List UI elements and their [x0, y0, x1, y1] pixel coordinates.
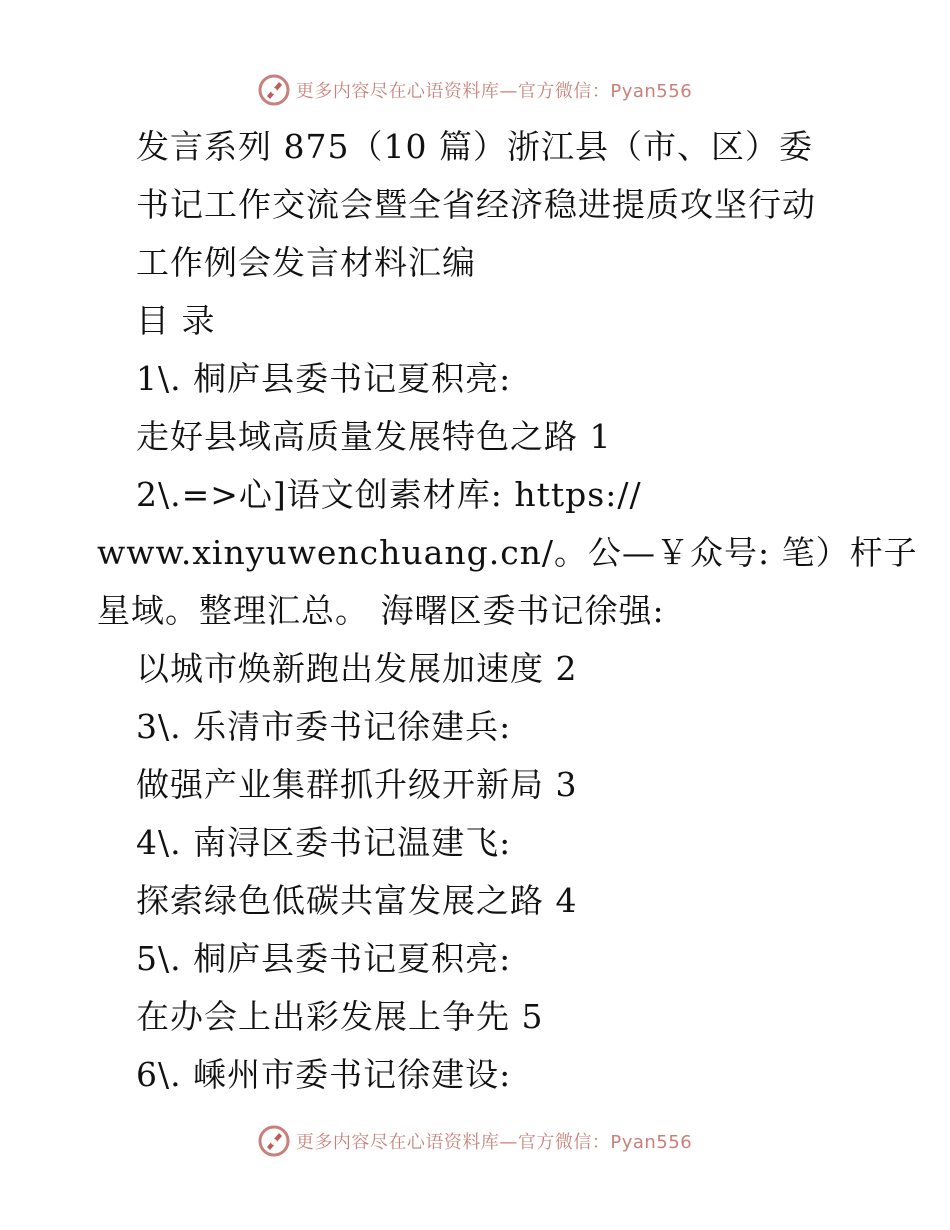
toc-entry-1-author: 1\. 桐庐县委书记夏积亮:: [136, 359, 512, 398]
footer-watermark: [0, 1121, 950, 1161]
toc-heading: 目 录: [136, 301, 216, 340]
toc-entry-2-prefix: 2\.=>心]语文创素材库: https://: [136, 475, 642, 514]
brand-logo-icon: [258, 1125, 290, 1157]
title-line-2: 书记工作交流会暨全省经济稳进提质攻坚行动: [136, 185, 816, 224]
toc-entry-5-author: 5\. 桐庐县委书记夏积亮:: [136, 939, 512, 978]
title-line-1: 发言系列 875（10 篇）浙江县（市、区）委: [136, 127, 813, 166]
watermark-group: [258, 1125, 692, 1157]
toc-entry-2-author: 星域。整理汇总。 海曙区委书记徐强:: [97, 591, 665, 630]
toc-entry-2-title: 以城市焕新跑出发展加速度 2: [136, 649, 578, 688]
toc-entry-1-title: 走好县域高质量发展特色之路 1: [136, 417, 612, 456]
toc-entry-3-author: 3\. 乐清市委书记徐建兵:: [136, 707, 512, 746]
toc-entry-6-author: 6\. 嵊州市委书记徐建设:: [136, 1055, 512, 1094]
watermark-text: 更多内容尽在心语资料库—官方微信：Pyan556: [295, 1132, 693, 1153]
watermark-text: 更多内容尽在心语资料库—官方微信：Pyan556: [295, 81, 693, 102]
toc-entry-3-title: 做强产业集群抓升级开新局 3: [136, 765, 578, 804]
brand-logo-icon: [258, 74, 290, 106]
toc-entry-5-title: 在办会上出彩发展上争先 5: [136, 997, 544, 1036]
toc-entry-4-title: 探索绿色低碳共富发展之路 4: [136, 881, 578, 920]
watermark-group: [258, 74, 692, 106]
title-line-3: 工作例会发言材料汇编: [136, 243, 476, 282]
promo-text-line: www.xinyuwenchuang.cn/。公—￥众号: 笔）杆子: [97, 533, 918, 572]
toc-entry-4-author: 4\. 南浔区委书记温建飞:: [136, 823, 512, 862]
header-watermark: [0, 70, 950, 110]
